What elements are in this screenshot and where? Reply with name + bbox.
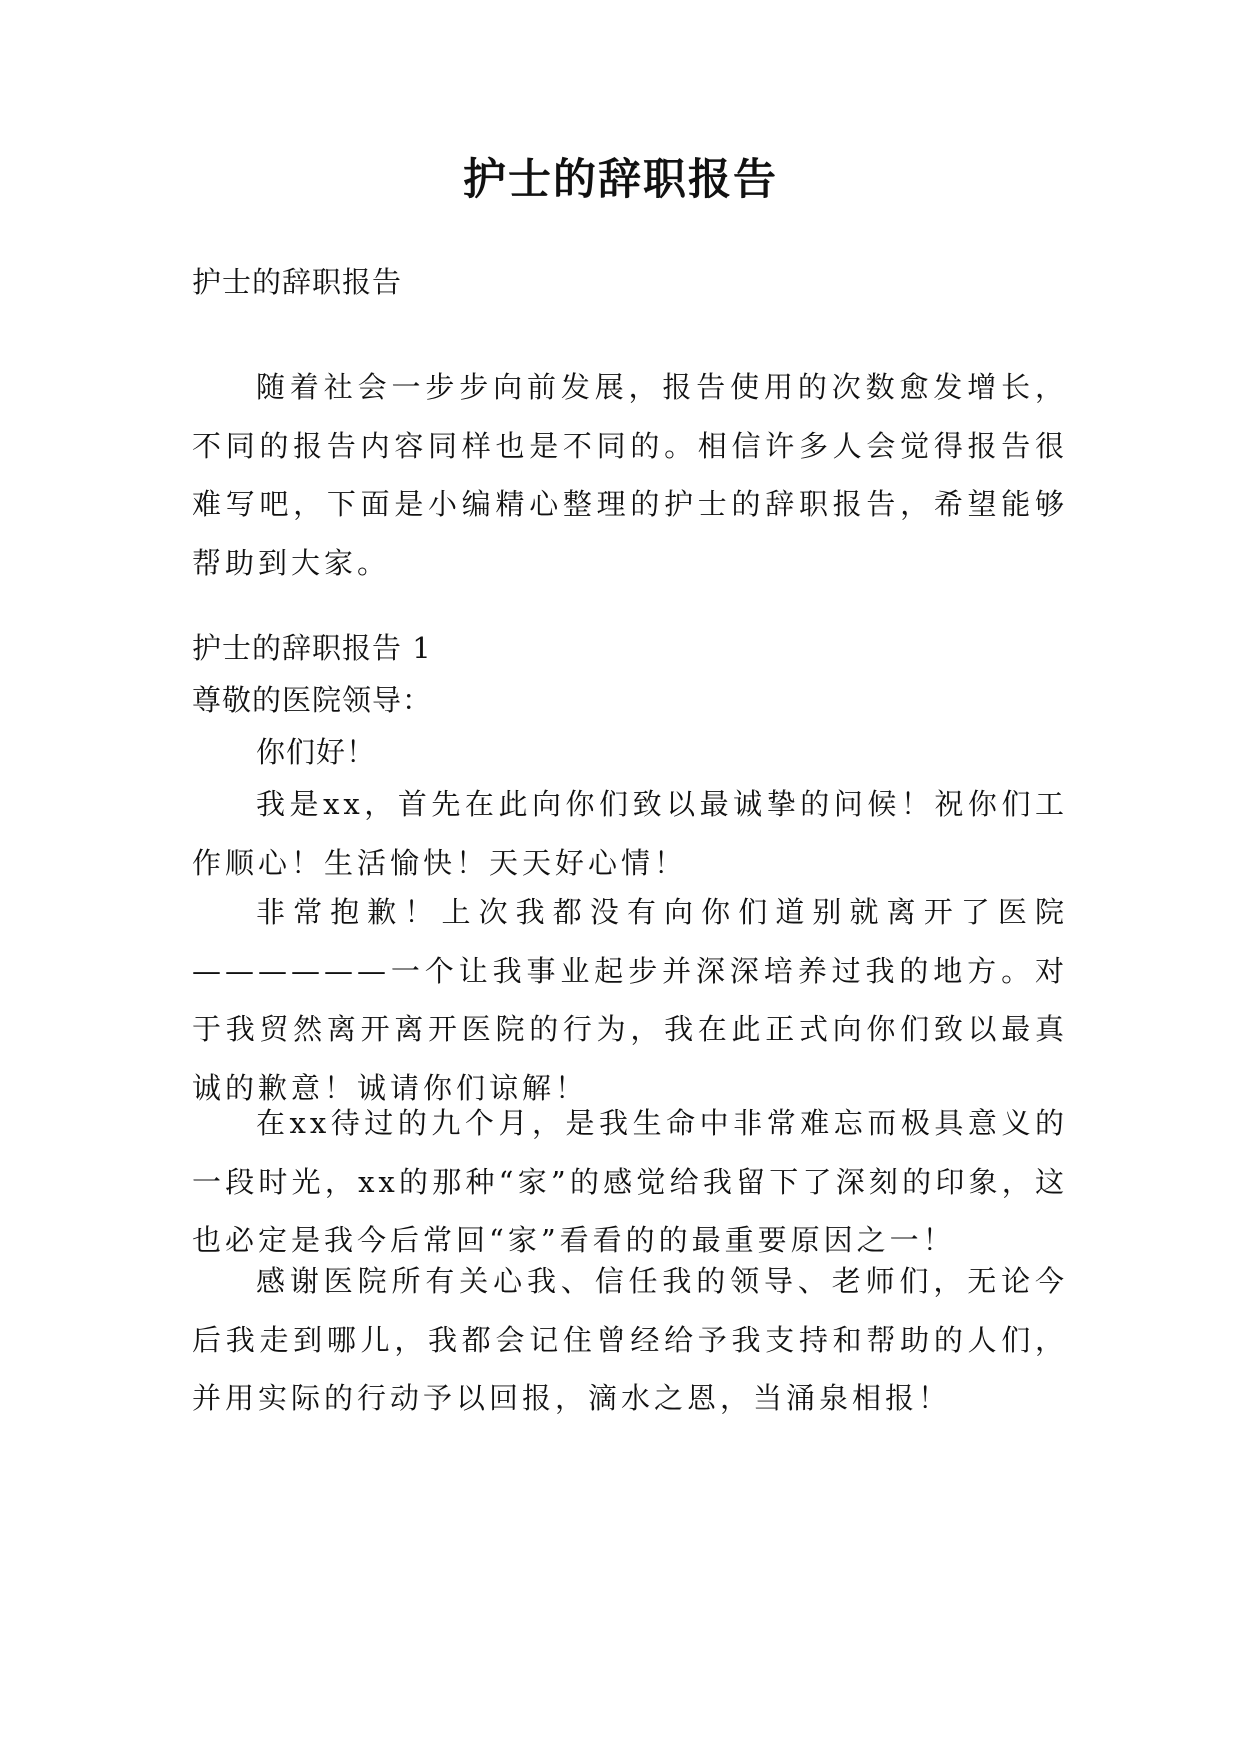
intro-paragraph: 随着社会一步步向前发展，报告使用的次数愈发增长，不同的报告内容同样也是不同的。相信许多人会觉得报告很难写吧，下面是小编精心整理的护士的辞职报告，希望能够帮助到大家。 <box>192 370 1068 580</box>
body-paragraph-3: 在xx待过的九个月，是我生命中非常难忘而极具意义的一段时光，xx的那种“家”的感觉给我留下了深刻的印象，这也必定是我今后常回“家”看看的的最重要原因之一！ <box>192 1106 1068 1257</box>
body-paragraph-1: 我是xx，首先在此向你们致以最诚挚的问候！祝你们工作顺心！生活愉快！天天好心情！ <box>192 787 1068 880</box>
greeting: 你们好！ <box>256 735 377 769</box>
section-heading: 护士的辞职报告 1 <box>192 631 432 665</box>
document-title: 护士的辞职报告 <box>463 155 778 205</box>
document-subtitle: 护士的辞职报告 <box>192 265 403 299</box>
body-paragraph-2: 非常抱歉！上次我都没有向你们道别就离开了医院——————一个让我事业起步并深深培养过我的地方。对于我贸然离开离开医院的行为，我在此正式向你们致以最真诚的歉意！诚请你们谅解！ <box>192 895 1068 1105</box>
salutation: 尊敬的医院领导： <box>192 683 433 717</box>
body-paragraph-4: 感谢医院所有关心我、信任我的领导、老师们，无论今后我走到哪儿，我都会记住曾经给予我支持和帮助的人们，并用实际的行动予以回报，滴水之恩，当涌泉相报！ <box>192 1264 1068 1415</box>
